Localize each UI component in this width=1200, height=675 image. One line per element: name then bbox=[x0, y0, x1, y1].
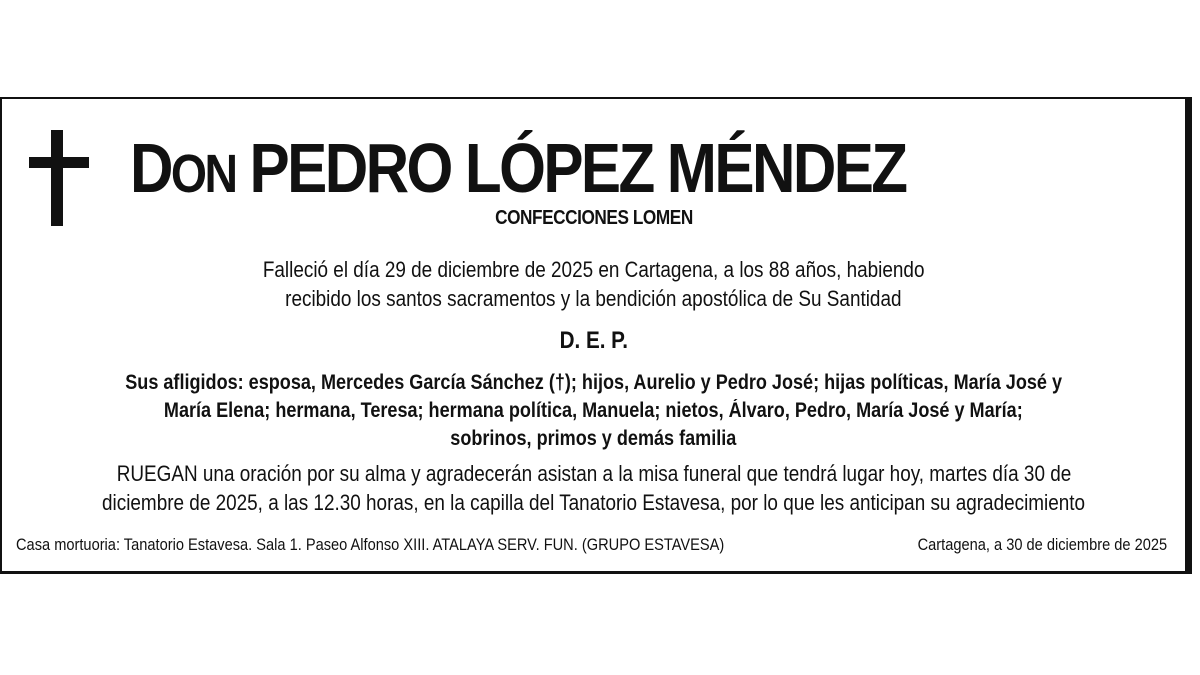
request-line: RUEGAN una oración por su alma y agradecerán asistan a la misa funeral que tendrá lugar hoy, martes día 30 de bbox=[116, 461, 1071, 486]
deceased-title bbox=[130, 123, 938, 219]
family-line: sobrinos, primos y demás familia bbox=[450, 427, 737, 450]
death-statement bbox=[2, 255, 1185, 313]
family-line: María Elena; hermana, Teresa; hermana política, Manuela; nietos, Álvaro, Pedro, María José y María; bbox=[164, 399, 1023, 422]
dep-text: D. E. P. bbox=[559, 327, 628, 354]
death-line: recibido los santos sacramentos y la bendición apostólica de Su Santidad bbox=[285, 286, 902, 311]
deceased-name: PEDRO LÓPEZ MÉNDEZ bbox=[249, 129, 906, 207]
dep-line bbox=[2, 327, 1185, 355]
honorific-rest: ON bbox=[170, 144, 236, 204]
honorific-initial: D bbox=[130, 129, 171, 207]
place-and-date: Cartagena, a 30 de diciembre de 2025 bbox=[917, 535, 1167, 554]
death-notice bbox=[0, 97, 1192, 574]
cross-horizontal-bar bbox=[29, 157, 89, 168]
funeral-request bbox=[2, 459, 1185, 517]
company-name: CONFECCIONES LOMEN bbox=[494, 207, 693, 229]
family-line: Sus afligidos: esposa, Mercedes García Sánchez (†); hijos, Aurelio y Pedro José; hijas políticas, María José y bbox=[125, 371, 1062, 394]
funeral-home-info: Casa mortuoria: Tanatorio Estavesa. Sala 1. Paseo Alfonso XIII. ATALAYA SERV. FUN. (GRUPO ESTAVESA) bbox=[16, 535, 725, 554]
request-line: diciembre de 2025, a las 12.30 horas, en la capilla del Tanatorio Estavesa, por lo que les anticipan su agradecimiento bbox=[101, 490, 1086, 515]
death-line: Falleció el día 29 de diciembre de 2025 en Cartagena, a los 88 años, habiendo bbox=[262, 257, 925, 282]
company-line bbox=[2, 207, 1185, 230]
family-list bbox=[2, 369, 1185, 453]
